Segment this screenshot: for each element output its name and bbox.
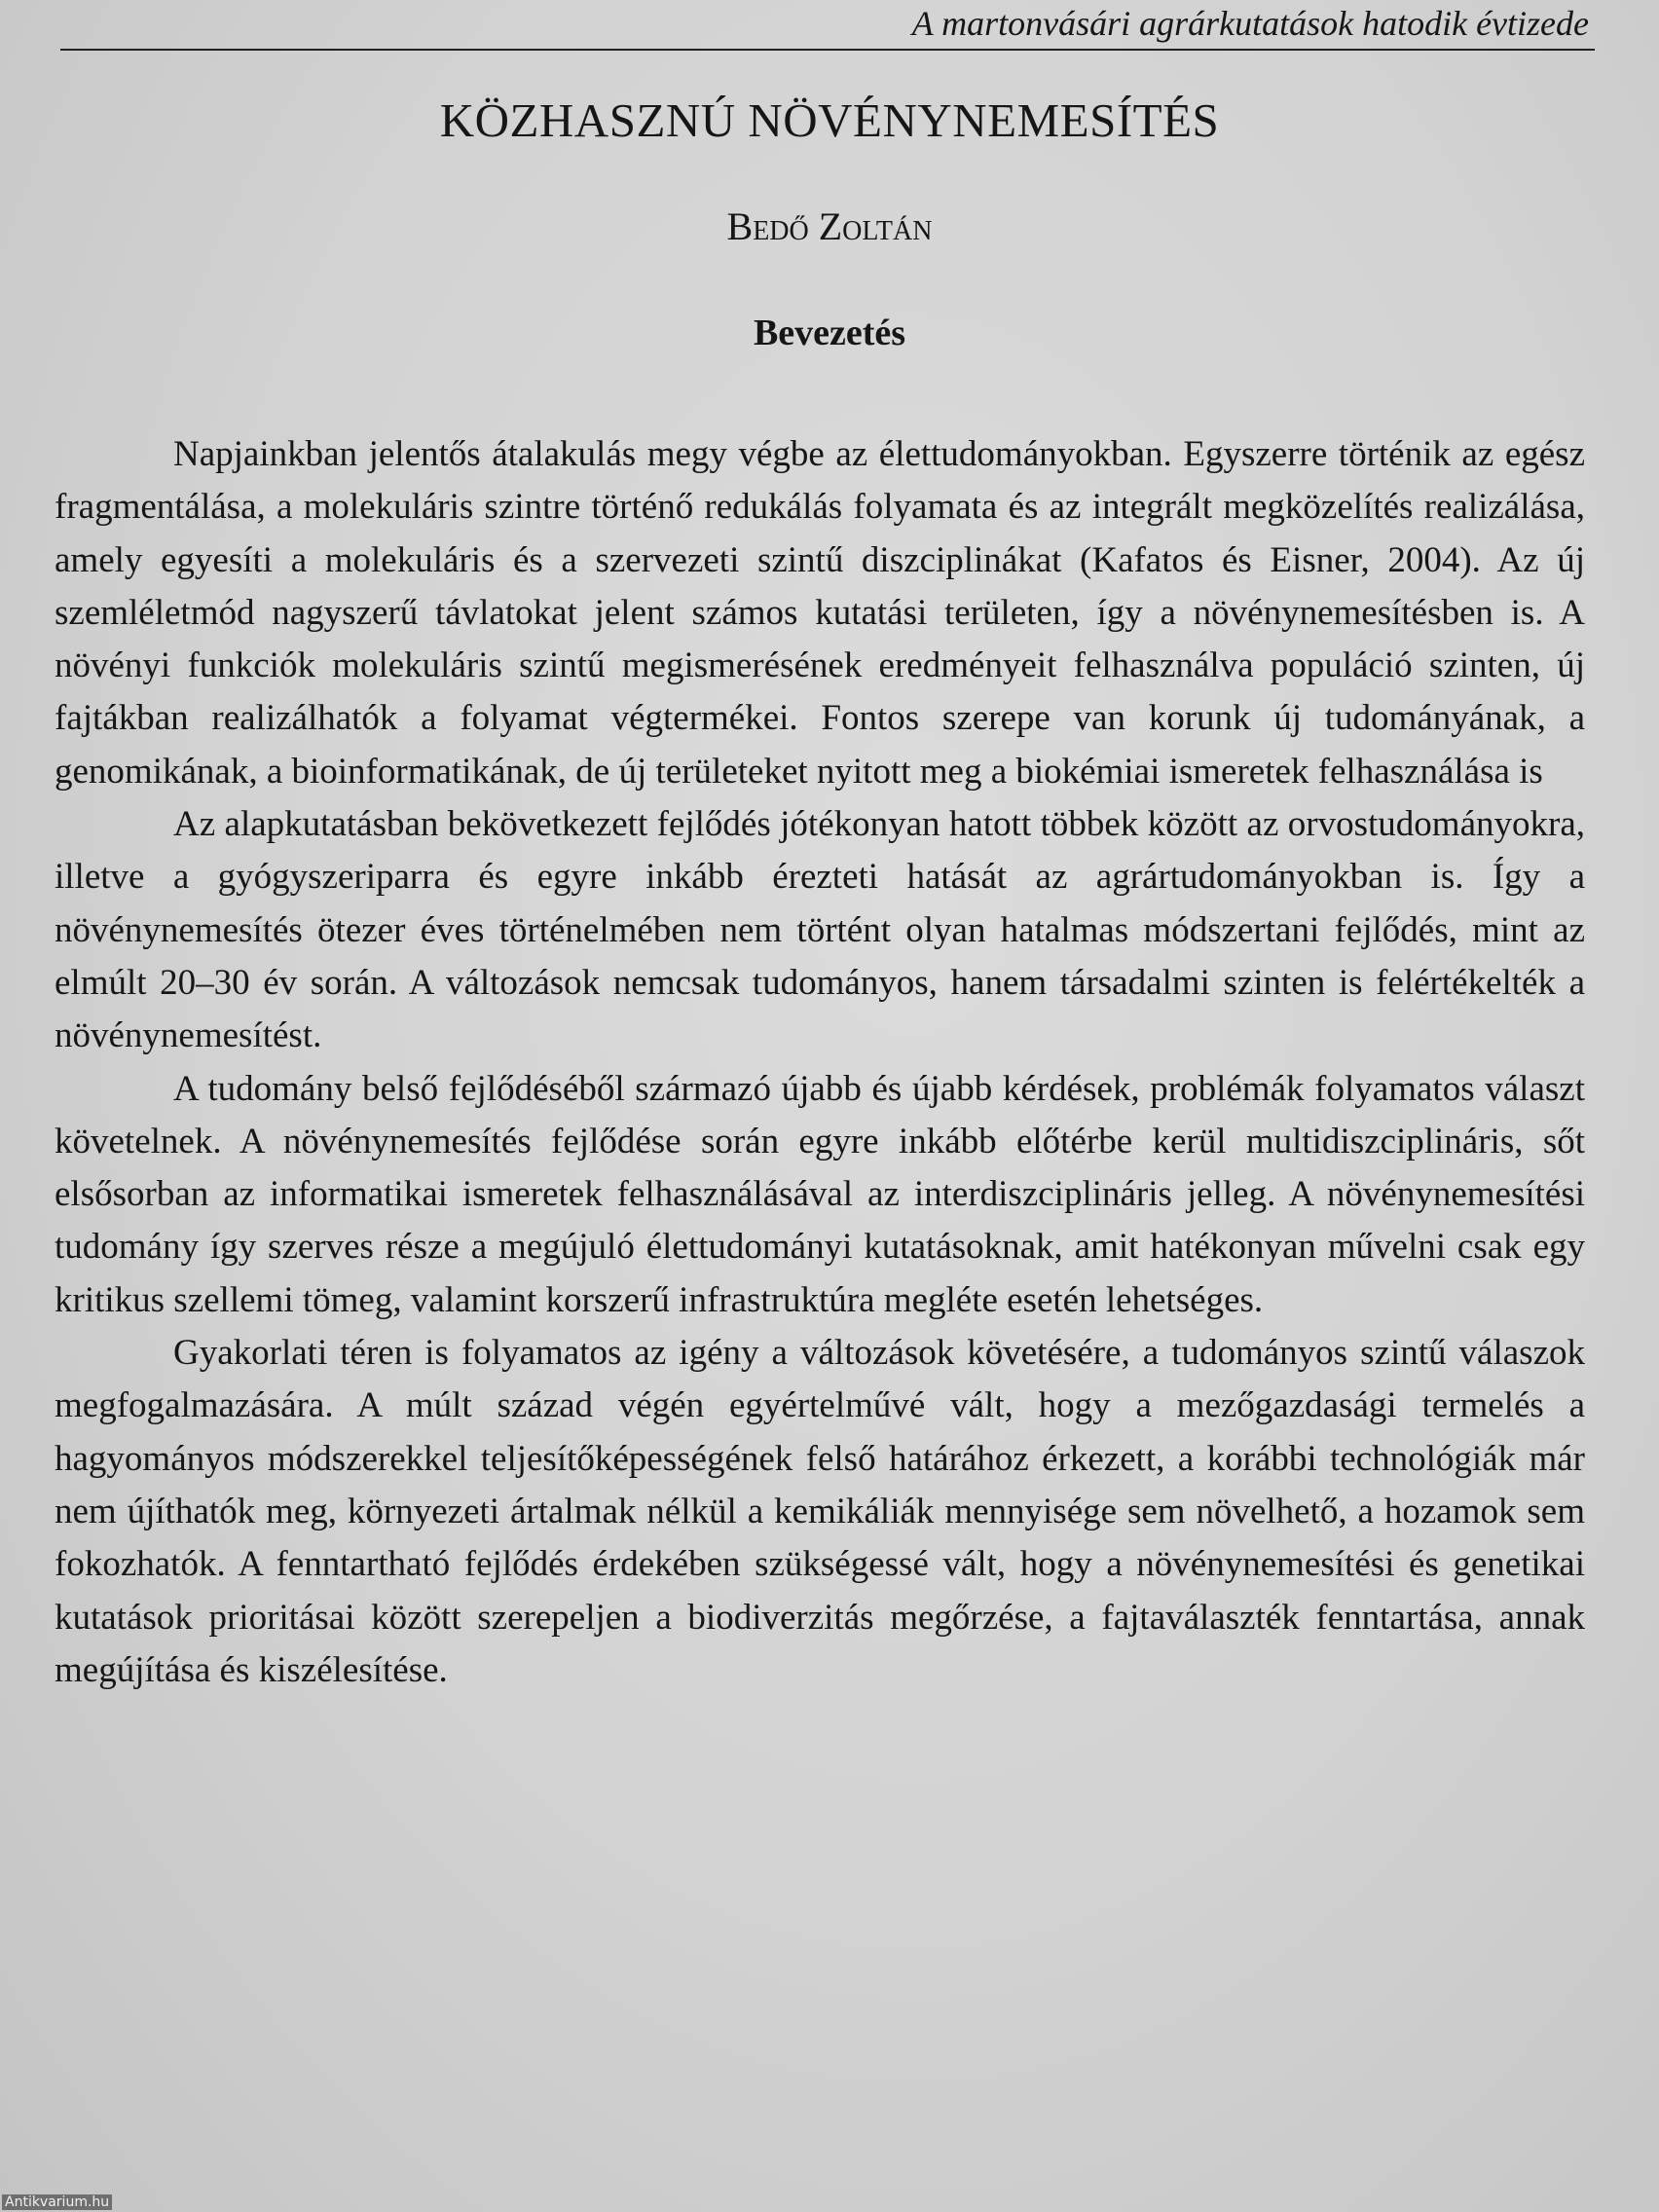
article-title: KÖZHASZNÚ NÖVÉNYNEMESÍTÉS (439, 93, 1220, 147)
paragraph: Napjainkban jelentős átalakulás megy végbe az élettudományokban. Egyszerre történik az egész fragmentálása, a molekuláris szintre történő redukálás folyamata és az integrált megközelítés realizálása, amely egyesíti a molekuláris és a szervezeti szintű diszciplinákat (Kafatos és Eisner, 2004). Az új szemléletmód nagyszerű távlatokat jelent számos kutatási területen, így a növénynemesítésben is. A növényi funkciók molekuláris szintű megismerésének eredményeit felhasználva populáció szinten, új fajtákban realizálhatók a folyamat végtermékei. Fontos szerepe van korunk új tudományának, a genomikának, a bioinformatikának, de új területeket nyitott meg a biokémiai ismeretek felhasználása is (55, 434, 1585, 792)
paragraph: Az alapkutatásban bekövetkezett fejlődés jótékonyan hatott többek között az orvostudományokra, illetve a gyógyszeriparra és egyre inkább érezteti hatását az agrártudományokban is. Így a növénynemesítés ötezer éves történelmében nem történt olyan hatalmas módszertani fejlődés, mint az elmúlt 20–30 év során. A változások nemcsak tudományos, hanem társadalmi szinten is felértékelték a növénynemesítést. (55, 804, 1585, 1056)
paragraph: Gyakorlati téren is folyamatos az igény a változások követésére, a tudományos szintű válaszok megfogalmazására. A múlt század végén egyértelművé vált, hogy a mezőgazdasági termelés a hagyományos módszerekkel teljesítőképességének felső határához érkezett, a korábbi technológiák már nem újíthatók meg, környezeti ártalmak nélkül a kemikáliák mennyisége sem növelhető, a hozamok sem fokozhatók. A fenntartható fejlődés érdekében szükségessé vált, hogy a növénynemesítési és genetikai kutatások prioritásai között szerepeljen a biodiverzitás megőrzése, a fajtaválaszték fenntartása, annak megújítása és kiszélesítése. (55, 1333, 1585, 1690)
running-head: A martonvásári agrárkutatások hatodik évtizede (911, 4, 1589, 43)
section-heading: Bevezetés (753, 313, 906, 353)
body-text (55, 428, 1585, 1697)
paragraph: A tudomány belső fejlődéséből származó újabb és újabb kérdések, problémák folyamatos választ követelnek. A növénynemesítés fejlődése során egyre inkább előtérbe kerül multidiszciplináris, sőt elsősorban az informatikai ismeretek felhasználásával az interdiszciplináris jelleg. A növénynemesítési tudomány így szerves része a megújuló élettudományi kutatásoknak, amit hatékonyan művelni csak egy kritikus szellemi tömeg, valamint korszerű infrastruktúra megléte esetén lehetséges. (55, 1068, 1585, 1320)
header-rule (60, 49, 1595, 51)
article-author: Bedő Zoltán (726, 204, 933, 248)
watermark: Antikvarium.hu (2, 2194, 112, 2210)
